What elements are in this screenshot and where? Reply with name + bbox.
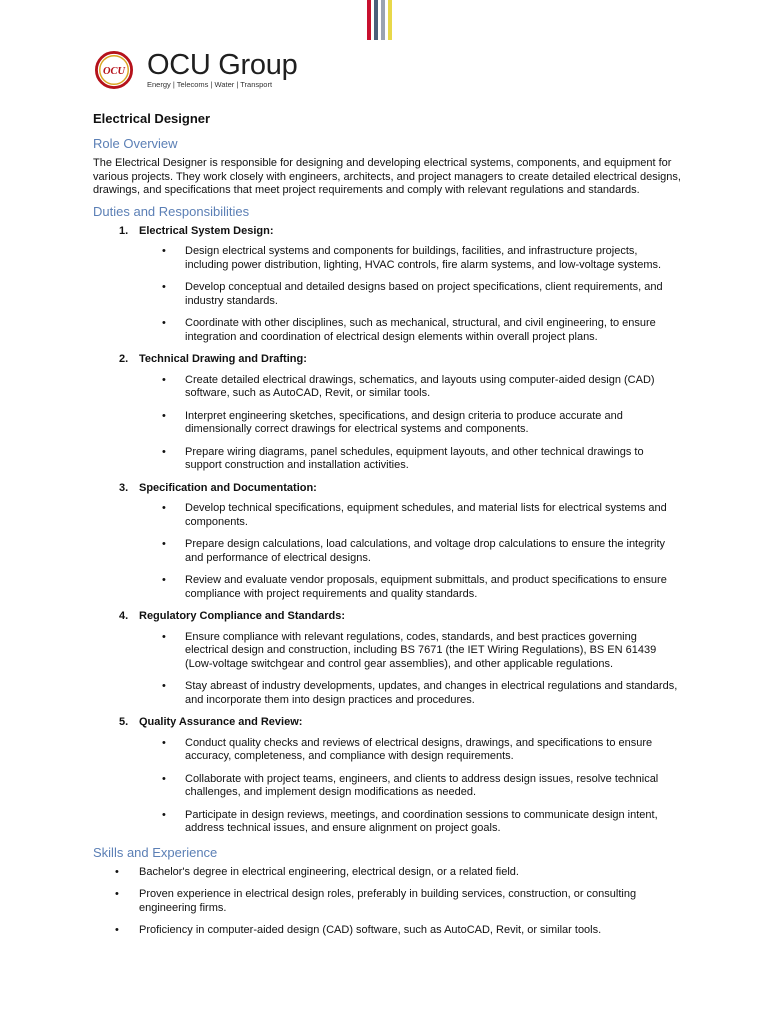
stripe-grey bbox=[381, 0, 385, 40]
duty-title: Quality Assurance and Review: bbox=[139, 716, 303, 728]
duty-heading bbox=[93, 353, 683, 367]
bullet-icon bbox=[93, 574, 185, 601]
duty-bullets bbox=[93, 502, 683, 601]
bullet-text: Prepare wiring diagrams, panel schedules, equipment layouts, and other technical drawings to support construction and installation activities. bbox=[185, 445, 644, 471]
bullet-icon bbox=[93, 538, 185, 565]
bullet-icon bbox=[93, 737, 185, 764]
bullet-text: Create detailed electrical drawings, schematics, and layouts using computer-aided design (CAD) software, such as AutoCAD, Revit, or similar tools. bbox=[185, 373, 655, 399]
list-item bbox=[93, 809, 683, 836]
list-item bbox=[93, 502, 683, 529]
duty-number: 2. bbox=[119, 353, 129, 365]
list-item bbox=[93, 410, 683, 437]
list-item bbox=[93, 866, 683, 880]
bullet-icon bbox=[93, 773, 185, 800]
company-name: OCU Group bbox=[147, 49, 298, 81]
skills-list bbox=[93, 866, 683, 938]
list-item bbox=[93, 374, 683, 401]
stripe-navy bbox=[374, 0, 378, 40]
bullet-text: Ensure compliance with relevant regulations, codes, standards, and best practices governing electrical design and construction, including BS 7671 (the IET Wiring Regulations), BS EN 61439 (Low-voltage switchgear and control gear assemblies), and other applicable regulations. bbox=[185, 630, 657, 670]
bullet-icon bbox=[93, 317, 185, 344]
company-tagline: Energy | Telecoms | Water | Transport bbox=[147, 80, 273, 89]
bullet-text: Develop conceptual and detailed designs based on project specifications, client requirements, and industry standards. bbox=[185, 281, 663, 307]
list-item bbox=[93, 924, 683, 938]
duty-title: Regulatory Compliance and Standards: bbox=[139, 610, 345, 622]
list-item bbox=[93, 737, 683, 764]
bullet-text: Stay abreast of industry developments, updates, and changes in electrical regulations and standards, and incorporate them into design practices and procedures. bbox=[185, 680, 678, 706]
list-item bbox=[93, 281, 683, 308]
bullet-text: Design electrical systems and components for buildings, facilities, and infrastructure projects, including power distribution, lighting, HVAC controls, fire alarm systems, and low-voltage systems. bbox=[185, 245, 662, 271]
role-overview-text: The Electrical Designer is responsible for designing and developing electrical systems, components, and equipment for various projects. They work closely with engineers, architects, and project managers to create detailed electrical designs, drawings, and specifications that meet project requirements and comply with relevant regulations and standards. bbox=[93, 157, 681, 196]
duty-section bbox=[93, 225, 683, 345]
duty-heading bbox=[93, 716, 683, 730]
document-body bbox=[93, 111, 683, 947]
skills-heading: Skills and Experience bbox=[93, 844, 218, 860]
bullet-icon bbox=[93, 631, 185, 672]
list-item bbox=[93, 446, 683, 473]
list-item bbox=[93, 317, 683, 344]
duty-number: 1. bbox=[119, 224, 129, 237]
bullet-icon bbox=[93, 502, 185, 529]
duties-heading: Duties and Responsibilities bbox=[93, 203, 250, 219]
duty-section bbox=[93, 482, 683, 602]
stripe-yellow bbox=[388, 0, 392, 40]
bullet-text: Prepare design calculations, load calculations, and voltage drop calculations to ensure the integrity and performance of electrical designs. bbox=[185, 538, 666, 564]
duty-heading bbox=[93, 225, 683, 239]
bullet-text: Interpret engineering sketches, specifications, and design criteria to produce accurate and dimensionally correct drawings for electrical systems and components. bbox=[185, 409, 623, 435]
duty-title: Technical Drawing and Drafting: bbox=[139, 353, 307, 365]
duty-number: 3. bbox=[119, 481, 129, 494]
list-item bbox=[93, 773, 683, 800]
duty-title: Specification and Documentation: bbox=[139, 481, 317, 494]
duty-section bbox=[93, 716, 683, 836]
bullet-icon bbox=[93, 809, 185, 836]
role-overview-heading: Role Overview bbox=[93, 136, 178, 151]
duty-title: Electrical System Design: bbox=[139, 224, 274, 237]
bullet-text: Develop technical specifications, equipment schedules, and material lists for electrical systems and components. bbox=[185, 502, 667, 528]
stripe-red bbox=[367, 0, 371, 40]
bullet-text: Conduct quality checks and reviews of electrical designs, drawings, and specifications to ensure accuracy, completeness, and compliance with design requirements. bbox=[185, 736, 653, 762]
ocu-logo-mark bbox=[95, 51, 133, 89]
duty-section bbox=[93, 353, 683, 473]
duty-bullets bbox=[93, 374, 683, 473]
duty-number: 4. bbox=[119, 610, 129, 622]
bullet-text: Coordinate with other disciplines, such as mechanical, structural, and civil engineering, to ensure integration and coordination of electrical design elements within overall project plans. bbox=[185, 317, 656, 343]
duty-bullets bbox=[93, 631, 683, 708]
list-item bbox=[93, 245, 683, 272]
duty-heading bbox=[93, 610, 683, 624]
bullet-icon bbox=[93, 866, 139, 880]
bullet-icon bbox=[93, 374, 185, 401]
skill-text: Proven experience in electrical design roles, preferably in building services, construction, or consulting engineering firms. bbox=[139, 888, 637, 914]
bullet-icon bbox=[93, 281, 185, 308]
bullet-text: Collaborate with project teams, engineers, and clients to address design issues, resolve technical challenges, and implement design modifications as needed. bbox=[185, 772, 659, 798]
duties-list bbox=[93, 225, 683, 836]
bullet-icon bbox=[93, 245, 185, 272]
bullet-icon bbox=[93, 446, 185, 473]
list-item bbox=[93, 680, 683, 707]
logo-mark-text: OCU bbox=[102, 65, 126, 77]
list-item bbox=[93, 631, 683, 672]
bullet-text: Review and evaluate vendor proposals, equipment submittals, and product specifications to ensure compliance with project requirements and quality standards. bbox=[185, 574, 667, 600]
duty-bullets bbox=[93, 737, 683, 836]
skill-text: Proficiency in computer-aided design (CAD) software, such as AutoCAD, Revit, or similar tools. bbox=[139, 924, 602, 936]
duty-number: 5. bbox=[119, 716, 129, 728]
bullet-icon bbox=[93, 680, 185, 707]
duty-bullets bbox=[93, 245, 683, 344]
header-stripes bbox=[367, 0, 395, 40]
bullet-icon bbox=[93, 410, 185, 437]
list-item bbox=[93, 574, 683, 601]
list-item bbox=[93, 538, 683, 565]
duty-heading bbox=[93, 482, 683, 496]
page-title: Electrical Designer bbox=[93, 111, 211, 126]
bullet-icon bbox=[93, 924, 139, 938]
company-logo bbox=[95, 50, 297, 89]
bullet-text: Participate in design reviews, meetings, and coordination sessions to communicate design intent, address technical issues, and ensure alignment on project goals. bbox=[185, 808, 658, 834]
bullet-icon bbox=[93, 888, 139, 915]
duty-section bbox=[93, 610, 683, 707]
skill-text: Bachelor's degree in electrical engineering, electrical design, or a related field. bbox=[139, 865, 519, 878]
list-item bbox=[93, 888, 683, 915]
